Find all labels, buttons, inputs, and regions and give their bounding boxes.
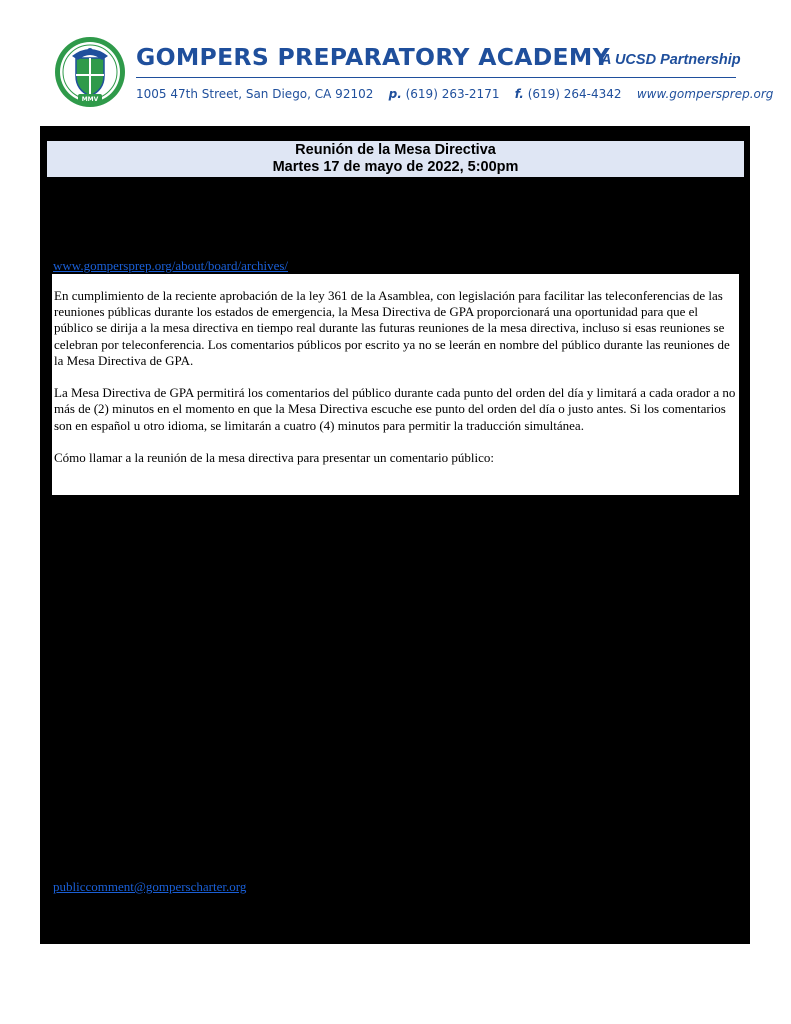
address: 1005 47th Street, San Diego, CA 92102 [136, 87, 374, 101]
website[interactable]: www.gompersprep.org [636, 87, 774, 101]
partnership-label: A UCSD Partnership [601, 52, 741, 68]
meeting-title-bar [47, 141, 744, 177]
phone-number: (619) 263-2171 [405, 87, 500, 101]
fax-label: f. [514, 87, 524, 101]
redacted-area [40, 126, 750, 944]
notice-paragraph-3: Cómo llamar a la reunión de la mesa directiva para presentar un comentario público: [54, 450, 495, 465]
school-logo [52, 36, 128, 108]
public-comment-email-link[interactable]: publiccomment@gomperscharter.org [53, 879, 247, 894]
meeting-title: Reunión de la Mesa Directiva [295, 142, 496, 158]
phone-label: p. [388, 87, 402, 101]
school-name: GOMPERS PREPARATORY ACADEMY [136, 43, 610, 71]
fax-number: (619) 264-4342 [527, 87, 622, 101]
contact-line [136, 87, 773, 101]
notice-paragraph-2: La Mesa Directiva de GPA permitirá los comentarios del público durante cada punto del orden del día y limitará a cada orador a no más de (2) minutos en el momento en que la Mesa Directiva escuche ese punto del orden del día o justo antes. Si los comentarios son en español u otro idioma, se limitarán a cuatro (4) minutos para permitir la traducción simultánea. [54, 385, 736, 433]
meeting-date: Martes 17 de mayo de 2022, 5:00pm [272, 159, 519, 175]
archives-link[interactable]: www.gompersprep.org/about/board/archives/ [53, 258, 289, 273]
public-comment-notice [52, 274, 739, 495]
logo-text: MMV [81, 96, 99, 103]
header-divider [136, 77, 736, 78]
notice-paragraph-1: En cumplimiento de la reciente aprobación de la ley 361 de la Asamblea, con legislación para facilitar las teleconferencias de las reuniones públicas durante los estados de emergencia, la Mesa Directiva de GPA proporcionará una oportunidad para que el público se dirija a la mesa directiva en tiempo real durante las futuras reuniones de la mesa directiva, incluso si esas reuniones se celebran por teleconferencia. Los comentarios públicos por escrito ya no se leerán en nombre del público durante las reuniones de la Mesa Directiva de GPA. [54, 288, 730, 368]
